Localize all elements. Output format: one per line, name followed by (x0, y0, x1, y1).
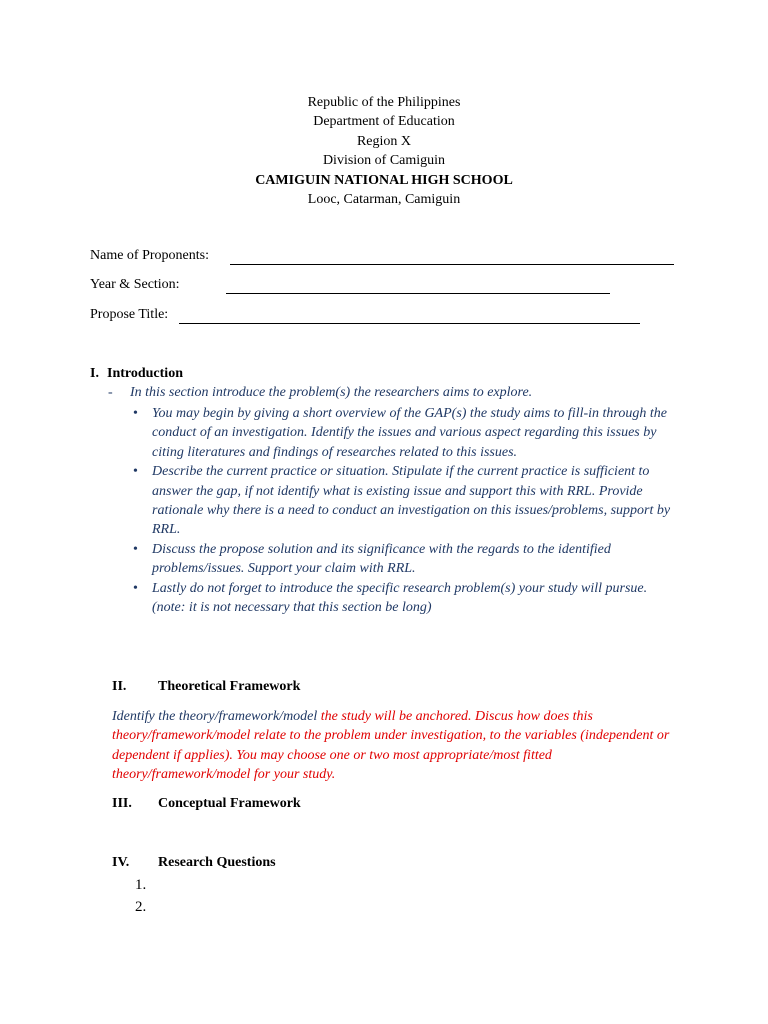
title-field[interactable] (179, 322, 640, 324)
header-department: Department of Education (313, 114, 455, 130)
header-republic: Republic of the Philippines (307, 95, 461, 110)
list-item (130, 404, 690, 462)
intro-bullet-list (130, 404, 690, 617)
theoretical-guidance (112, 707, 672, 785)
year-section-label: Year & Section: (90, 277, 180, 292)
header-school-name: CAMIGUIN NATIONAL HIGH SCHOOL (255, 172, 513, 188)
conceptual-heading (112, 796, 301, 812)
research-questions-number: IV. (112, 855, 130, 870)
list-item[interactable]: 2. (135, 899, 147, 915)
conceptual-title: Conceptual Framework (158, 796, 301, 811)
header-address: Looc, Catarman, Camiguin (307, 192, 461, 208)
note-text: (note: it is not necessary that this section be long) (152, 600, 432, 616)
bullet-text: Describe the current practice or situation. Stipulate if the current practice is sufficient to answer the gap, if not identify what is existing issue and support this with RRL. Provide rationale why there is a need to conduct an investigation on this issues/problems, support by RRL. (152, 464, 671, 538)
theoretical-text-red: the study will be anchored. Discus how does this theory/framework/model relate to the problem under investigation, to the variables (independent or dependent if applies). You may choose one or two most appropriate/most fitted theory/framework/model for your study. (112, 709, 670, 783)
header-region: Region X (356, 133, 412, 149)
bullet-icon: • (133, 406, 138, 421)
research-questions-title: Research Questions (158, 855, 276, 870)
list-item (130, 540, 690, 579)
bullet-icon: • (133, 580, 138, 596)
intro-dash: - (108, 385, 113, 400)
research-questions-heading (112, 855, 276, 871)
title-label: Propose Title: (90, 307, 169, 322)
theoretical-title: Theoretical Framework (158, 679, 301, 694)
list-item (130, 579, 690, 598)
bullet-icon: • (133, 541, 138, 557)
theoretical-number: II. (112, 679, 127, 694)
header-division: Division of Camiguin (322, 153, 446, 169)
theoretical-text-blue: Identify the theory/framework/model (112, 709, 318, 724)
letterhead (0, 93, 768, 209)
intro-number: I. (90, 366, 99, 381)
bullet-text: Lastly do not forget to introduce the specific research problem(s) your study will pursue. (152, 580, 648, 596)
bullet-text: Discuss the propose solution and its significance with the regards to the identified problems/issues. Support your claim with RRL. (152, 541, 611, 577)
intro-note (130, 598, 690, 617)
year-section-field[interactable] (226, 292, 610, 294)
research-questions-list (135, 874, 146, 918)
year-section-row (90, 277, 180, 293)
bullet-text: You may begin by giving a short overview of the GAP(s) the study aims to fill-in through the conduct of an investigation. Identify the issues and various aspect regarding this issues by citing literatures and findings of researches related to this issues. (152, 406, 667, 460)
intro-title: Introduction (107, 366, 183, 381)
intro-lead (108, 385, 532, 401)
intro-lead-text: In this section introduce the problem(s) the researchers aims to explore. (130, 385, 533, 400)
bullet-icon: • (133, 464, 138, 480)
list-item[interactable]: 1. (135, 877, 147, 893)
intro-heading (90, 366, 183, 382)
proponents-label: Name of Proponents: (90, 248, 209, 263)
proponents-field[interactable] (230, 263, 674, 265)
title-row (90, 307, 168, 323)
conceptual-number: III. (112, 796, 132, 811)
theoretical-heading (112, 679, 300, 695)
list-item (130, 462, 690, 540)
proponents-row (90, 248, 209, 264)
